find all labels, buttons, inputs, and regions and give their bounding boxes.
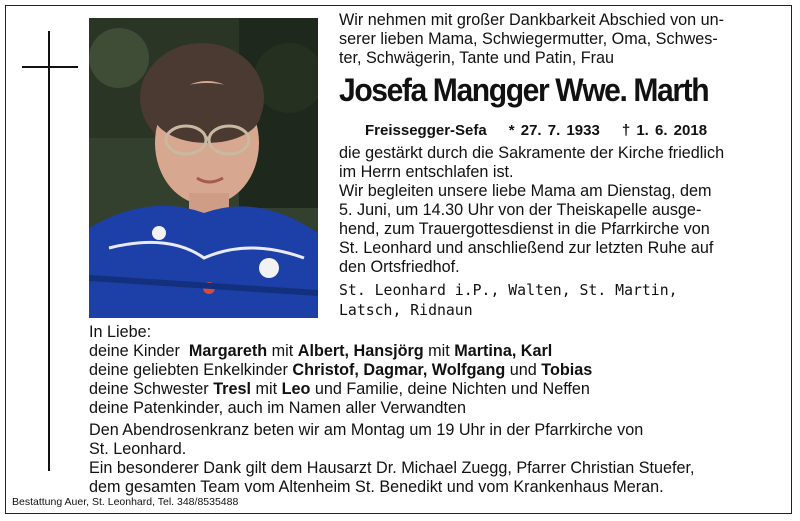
deceased-name: Josefa Mangger Wwe. Marth — [339, 72, 709, 108]
passing-text: die gestärkt durch die Sakramente der Kirche friedlich im Herrn entschlafen ist. — [339, 144, 725, 181]
intro-text: Wir nehmen mit großer Dankbarkeit Abschied von un- serer lieben Mama, Schwiegermutter, Oma, Schwes- ter, Schwägerin, Tante und Patin, Frau — [339, 11, 725, 67]
funeral-home-footer: Bestattung Auer, St. Leonhard, Tel. 348/8535488 — [12, 496, 239, 508]
portrait-photo — [89, 18, 318, 318]
places-list: St. Leonhard i.P., Walten, St. Martin, Latsch, Ridnaun — [339, 282, 678, 319]
rosary-info: Den Abendrosenkranz beten wir am Montag um 19 Uhr in der Pfarrkirche von St. Leonhard. — [89, 421, 644, 458]
cross-icon — [48, 31, 50, 471]
death-date: † 1. 6. 2018 — [621, 122, 708, 139]
mourners-list: deine Kinder Margareth mit Albert, Hansjörg mit Martina, Karl deine geliebten Enkelkinder Christof, Dagmar, Wolfgang und Tobias deine Schwester Tresl mit Leo und Familie, deine Nichten und Neffen deine Patenkinder, auch im Namen aller Verwandten — [89, 342, 593, 417]
cross-icon-bar — [22, 66, 78, 68]
funeral-info: Wir begleiten unsere liebe Mama am Dienstag, dem 5. Juni, um 14.30 Uhr von der Theiskapelle ausge- hend, zum Trauergottesdienst in die Pfarrkirche von St. Leonhard und anschließend zur letzten Ruhe auf den Ortsfriedhof. — [339, 182, 714, 276]
thanks-text: Ein besonderer Dank gilt dem Hausarzt Dr. Michael Zuegg, Pfarrer Christian Stuefer, dem gesamten Team vom Altenheim St. Benedikt und vom Krankenhaus Meran. — [89, 459, 695, 496]
in-love-label: In Liebe: — [89, 323, 152, 341]
birth-date: * 27. 7. 1933 — [508, 122, 600, 139]
nickname: Freissegger-Sefa — [365, 122, 487, 139]
life-dates — [365, 122, 707, 139]
